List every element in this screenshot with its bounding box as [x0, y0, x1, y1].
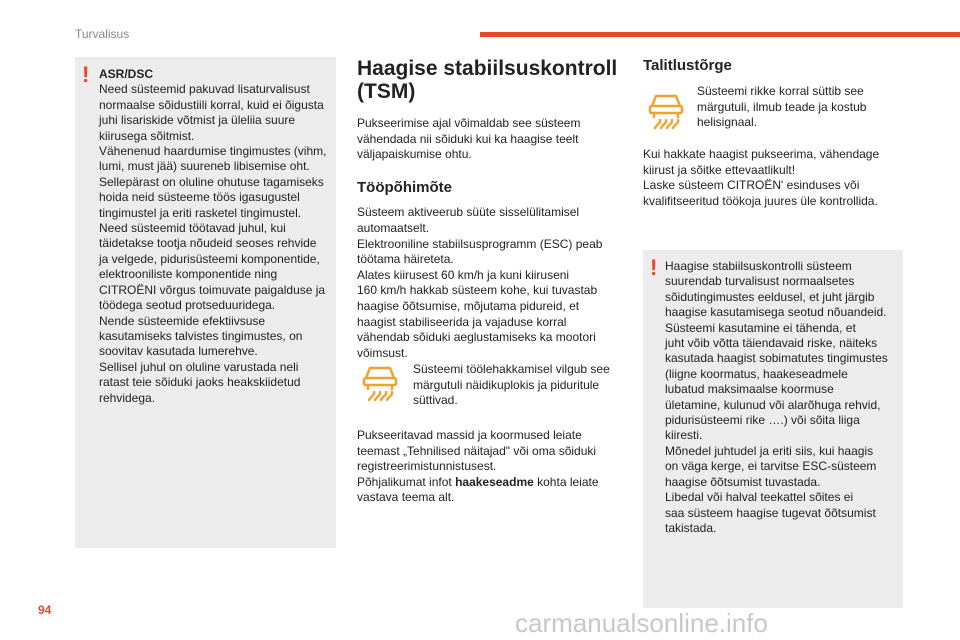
info-text: Põhjalikumat infot haakeseadme kohta leiate vastava teema alt.: [357, 474, 599, 505]
info-keyword: haakeseadme: [455, 474, 534, 489]
exclamation-icon: !: [650, 255, 658, 280]
malfunction-title: Talitlustõrge: [643, 57, 732, 74]
asr-dsc-warning: [75, 57, 336, 548]
section-title: Turvalisus: [75, 27, 130, 41]
tsm-intro: Pukseerimise ajal võimaldab see süsteem vähendada nii sõiduki kui ka haagise teelt väljapaiskumise ohtu.: [357, 116, 581, 162]
exclamation-icon: !: [82, 62, 90, 87]
trailer-sway-icon: [647, 88, 685, 132]
tsm-warning: [643, 250, 903, 608]
trailer-sway-icon: [361, 360, 399, 404]
towing-masses-text: Pukseeritavad massid ja koormused leiate teemast „Tehnilised näitajad" või oma sõiduki registreerimistunnistusest.: [357, 428, 597, 474]
tsm-notes: [357, 428, 622, 506]
malfunction-text: Kui hakkate haagist pukseerima, vähendage kiirust ja sõitke ettevaatlikult! Laske süsteem CITROËN' esinduses või kvalifitseeritud töökoja juures üle kontrollida.: [643, 147, 880, 208]
tsm-title: Haagise stabiilsuskontroll (TSM): [357, 57, 618, 103]
watermark: carmanualsonline.info: [515, 608, 768, 638]
malfunction-indicator-row: [647, 84, 912, 134]
operating-principle-title: Tööpõhimõte: [357, 178, 452, 196]
operating-principle-text: Süsteem aktiveerub süüte sisselülitamisel automaatselt. Elektrooniline stabiilsusprogramm (ESC) peab töötama häireteta. Alates kiirusest 60 km/h ja kuni kiiruseni 160 km/h hakkab süsteem kohe, kui tuvastab haagise õõtsumise, mõjutama pidureid, et haagist stabiliseerida ja vajaduse korral vähendab sõiduki aeglustamiseks ka mootori võimsust.: [357, 205, 603, 360]
tsm-indicator-row: [361, 360, 626, 410]
header-accent-bar: [480, 32, 960, 37]
tsm-indicator-text: Süsteemi töölehakkamisel vilgub see märgutuli näidikuplokis ja piduritule süttivad.: [413, 362, 610, 408]
warning-text: Need süsteemid pakuvad lisaturvalisust normaalse sõidustiili korral, kuid ei õigusta juhi lisariskide võtmist ja üleliia suure kiirusega sõitmist. Vähenenud haardumise tingimustes (vihm, lumi, must jää) suureneb libisemise oht. Sellepärast on oluline ohutuse tagamiseks hoida neid süsteeme töös igasugustel tingimustel ja eriti rasketel tingimustel. Need süsteemid töötavad juhul, kui täidetakse tootja nõudeid seoses rehvide ja velgede, pidurisüsteemi komponentide, elektrooniliste komponentide ning CITROËNI võrgus toimuvate paigalduse ja töödega seotud protseduuridega. Nende süsteemide efektiivsuse kasutamiseks talvistes tingimustes, on soovitav kasutada lumerehve. Sellisel juhul on oluline varustada neli ratast teie sõiduki jaoks heakskiidetud rehvidega.: [99, 82, 327, 405]
malfunction-column: [643, 58, 913, 74]
warning-title: ASR/DSC: [99, 67, 154, 81]
tsm-column: [357, 57, 622, 361]
page-number: 94: [38, 603, 52, 617]
malfunction-indicator-text: Süsteemi rikke korral süttib see märgutuli, ilmub teade ja kostub helisignaal.: [697, 84, 867, 130]
tsm-warning-text: Haagise stabiilsuskontrolli süsteem suurendab turvalisust normaalsetes sõidutingimustes eeldusel, et juht järgib haagise kasutamisega seotud nõuandeid. Süsteemi kasutamine ei tähenda, et juht võib võtta täiendavaid riske, näiteks kasutada haagist sobimatutes tingimustes (liigne koormatus, haakeseadmele lubatud maksimaalse koormuse ületamine, kulunud või alarõhuga rehvid, pidurisüsteemi rike ….) või sõita liiga kiiresti. Mõnedel juhtudel ja eriti siis, kui haagis on väga kerge, ei tarvitse ESC-süsteem haagise õõtsumist tuvastada. Libedal või halval teekattel sõites ei saa süsteem haagise tugevat õõtsumist takistada.: [665, 259, 888, 535]
malfunction-advice: [643, 147, 913, 209]
